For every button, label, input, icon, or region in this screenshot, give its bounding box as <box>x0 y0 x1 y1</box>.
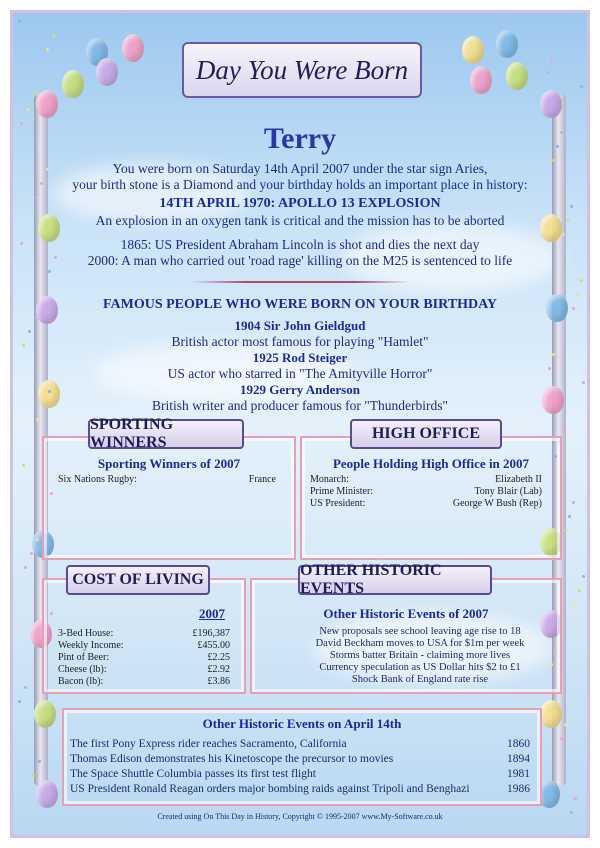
april-event-year: 1986 <box>507 783 530 795</box>
confetti-dot <box>30 552 33 555</box>
office-value: George W Bush (Rep) <box>452 498 542 509</box>
cost-value: £196,387 <box>192 628 230 639</box>
balloon-icon <box>540 90 562 118</box>
cost-value: £2.92 <box>207 664 230 675</box>
balloon-icon <box>496 30 518 58</box>
confetti-dot <box>564 529 567 532</box>
famous-desc-3: British writer and producer famous for "Thunderbirds" <box>152 398 448 413</box>
cost-value: £2.25 <box>207 652 230 663</box>
confetti-dot <box>36 538 39 541</box>
other-heading: Other Historic Events of 2007 <box>323 606 489 621</box>
balloon-icon <box>36 780 58 808</box>
sporting-heading: Sporting Winners of 2007 <box>97 456 241 471</box>
cost-row <box>58 640 230 651</box>
sporting-row <box>58 474 276 485</box>
balloon-icon <box>34 700 56 728</box>
confetti-dot <box>38 760 41 763</box>
cost-row <box>58 628 230 639</box>
office-value: Tony Blair (Lab) <box>474 486 542 497</box>
balloon-icon <box>470 66 492 94</box>
sporting-label: Six Nations Rugby: <box>58 474 137 485</box>
confetti-dot <box>36 418 39 421</box>
sporting-ribbon-label: SPORTING WINNERS <box>90 416 174 451</box>
person-name: Terry <box>263 122 337 155</box>
cost-label: Cheese (lb): <box>58 664 107 675</box>
confetti-dot <box>546 71 549 74</box>
office-label: Monarch: <box>310 474 349 485</box>
cost-value: £455.00 <box>197 640 230 651</box>
famous-name-3: 1929 Gerry Anderson <box>240 382 360 397</box>
balloon-icon <box>96 58 118 86</box>
april-event-text: US President Ronald Reagan orders major bombing raids against Tripoli and Benghazi <box>70 783 470 795</box>
balloon-icon <box>62 70 84 98</box>
footer: Created using On This Day in History, Copyright © 1995-2007 www.My-Software.co.uk <box>157 812 443 821</box>
page-title: Day You Were Born <box>195 54 409 85</box>
headline: 14TH APRIL 1970: APOLLO 13 EXPLOSION <box>159 196 441 211</box>
office-row <box>310 498 542 509</box>
april-event-row <box>70 753 530 765</box>
cost-ribbon-label: COST OF LIVING <box>72 571 204 588</box>
intro-line-2: your birth stone is a Diamond and your birthday holds an important place in history: <box>72 177 528 192</box>
headline-text: An explosion in an oxygen tank is critical and the mission has to be aborted <box>95 213 505 228</box>
historic-event: David Beckham moves to USA for $1m per week <box>315 638 525 649</box>
april-event-text: Thomas Edison demonstrates his Kinetoscope the precursor to movies <box>70 753 394 765</box>
sporting-box <box>42 436 296 560</box>
famous-desc-1: British actor most famous for playing "Hamlet" <box>171 334 429 349</box>
famous-name-1: 1904 Sir John Gieldgud <box>234 318 366 333</box>
famous-desc-2: US actor who starred in "The Amityville Horror" <box>167 366 433 381</box>
confetti-dot <box>564 723 567 726</box>
other-ribbon-label: OTHER HISTORIC EVENTS <box>300 562 442 597</box>
cost-label: Weekly Income: <box>58 640 124 651</box>
historic-event: New proposals see school leaving age rise to 18 <box>319 626 521 637</box>
confetti-dot <box>568 515 571 518</box>
famous-name-2: 1925 Rod Steiger <box>252 350 348 365</box>
office-value: Elizabeth II <box>495 474 542 485</box>
balloon-icon <box>36 90 58 118</box>
confetti-dot <box>580 279 583 282</box>
historic-event: Currency speculation as US Dollar hits $2 to £1 <box>319 662 521 673</box>
confetti-dot <box>562 427 565 430</box>
other-ribbon <box>298 562 492 597</box>
confetti-dot <box>574 603 577 606</box>
april-event-row <box>70 768 530 780</box>
april-event-year: 1860 <box>507 738 530 750</box>
april-event-year: 1981 <box>507 768 530 780</box>
confetti-dot <box>578 589 581 592</box>
cost-value: £3.86 <box>207 676 230 687</box>
cost-label: Pint of Beer: <box>58 652 110 663</box>
cost-year: 2007 <box>199 606 225 621</box>
cost-ribbon <box>66 565 210 595</box>
balloon-icon <box>462 36 484 64</box>
cost-label: 3-Bed House: <box>58 628 114 639</box>
confetti-dot <box>18 700 21 703</box>
cost-row <box>58 676 230 687</box>
confetti-dot <box>24 686 27 689</box>
balloon-icon <box>122 34 144 62</box>
historic-event: Shock Bank of England rate rise <box>351 674 489 685</box>
confetti-dot <box>32 94 35 97</box>
office-row <box>310 486 542 497</box>
confetti-dot <box>560 737 563 740</box>
famous-heading: FAMOUS PEOPLE WHO WERE BORN ON YOUR BIRTHDAY <box>102 297 498 312</box>
april-heading: Other Historic Events on April 14th <box>202 716 402 731</box>
event-line-2: 2000: A man who carried out 'road rage' killing on the M25 is sentenced to life <box>87 253 513 268</box>
office-ribbon-label: HIGH OFFICE <box>371 425 480 442</box>
cost-row <box>58 664 230 675</box>
sporting-ribbon <box>88 416 244 451</box>
office-heading: People Holding High Office in 2007 <box>332 456 530 471</box>
confetti-dot <box>52 34 55 37</box>
april-event-row <box>70 738 530 750</box>
confetti-dot <box>572 501 575 504</box>
confetti-dot <box>32 774 35 777</box>
divider <box>190 281 410 283</box>
confetti-dot <box>576 293 579 296</box>
event-line-1: 1865: US President Abraham Lincoln is shot and dies the next day <box>120 237 480 252</box>
confetti-dot <box>582 575 585 578</box>
confetti-dot <box>18 20 21 23</box>
balloon-icon <box>540 700 562 728</box>
april-event-year: 1894 <box>507 753 530 765</box>
april-event-text: The first Pony Express rider reaches Sacramento, California <box>70 738 347 750</box>
title-ribbon <box>182 42 422 98</box>
confetti-dot <box>48 270 51 273</box>
confetti-dot <box>24 566 27 569</box>
april-event-text: The Space Shuttle Columbia passes its first test flight <box>70 768 316 780</box>
historic-event: Storms batter Britain - claiming more lives <box>329 650 511 661</box>
confetti-dot <box>550 57 553 60</box>
office-ribbon <box>350 419 502 449</box>
cost-label: Bacon (lb): <box>58 676 104 687</box>
intro-line-1: You were born on Saturday 14th April 2007 under the star sign Aries, <box>112 161 488 176</box>
sporting-value: France <box>248 474 276 485</box>
office-label: US President: <box>310 498 366 509</box>
confetti-dot <box>574 797 577 800</box>
balloon-icon <box>506 62 528 90</box>
april-event-row <box>70 783 530 795</box>
confetti-dot <box>580 85 583 88</box>
office-label: Prime Minister: <box>310 486 374 497</box>
confetti-dot <box>26 108 29 111</box>
confetti-dot <box>22 464 25 467</box>
office-row <box>310 474 542 485</box>
cost-row <box>58 652 230 663</box>
confetti-dot <box>46 48 49 51</box>
